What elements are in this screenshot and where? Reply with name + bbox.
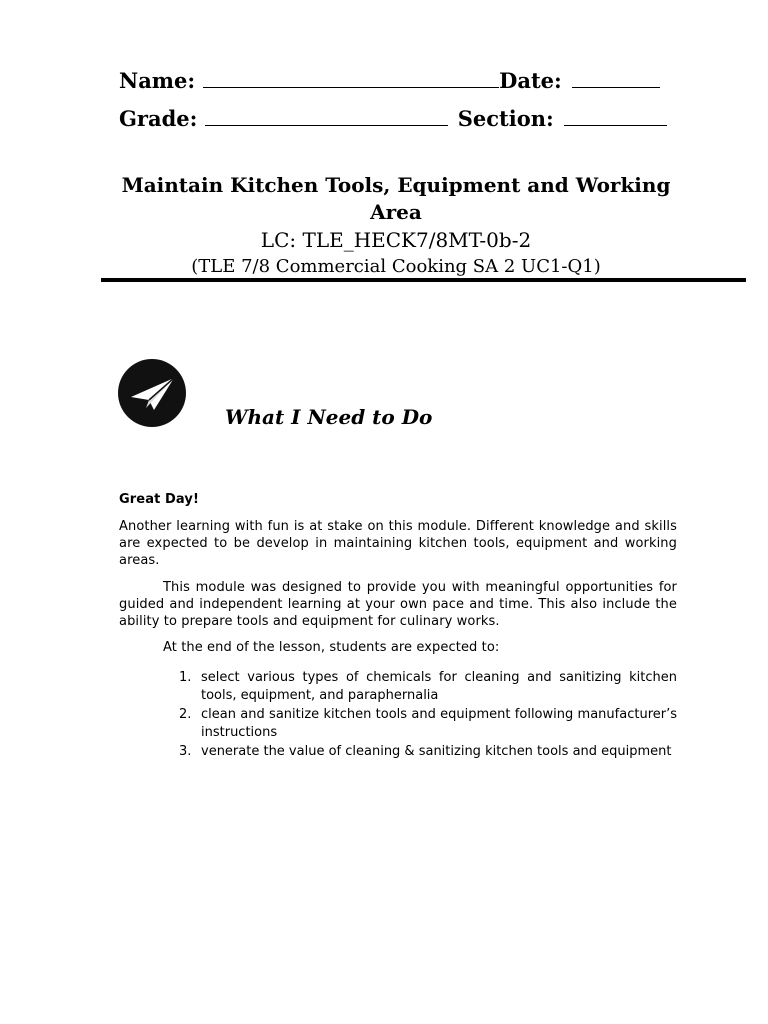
name-field[interactable] [203, 69, 499, 88]
module-code: (TLE 7/8 Commercial Cooking SA 2 UC1-Q1) [191, 256, 601, 277]
title-divider [101, 278, 746, 282]
grade-section-row [119, 106, 667, 131]
name-label: Name: [119, 68, 196, 93]
learning-competency-code: LC: TLE_HECK7/8MT-0b-2 [260, 228, 532, 252]
grade-field[interactable] [205, 107, 447, 126]
list-item: 3. venerate the value of cleaning & sanitizing kitchen tools and equipment [179, 744, 672, 759]
intro-paragraph: Another learning with fun is at stake on this module. Different knowledge and skills are expected to be develop in maintaining kitchen tools, equipment and working areas. [119, 519, 677, 568]
list-item: 2. clean and sanitize kitchen tools and equipment following manufacturer’s instructions [179, 707, 677, 740]
objectives-intro: At the end of the lesson, students are expected to: [163, 640, 500, 655]
date-field[interactable] [572, 69, 660, 88]
name-date-row [119, 68, 667, 93]
paper-plane-icon [118, 359, 186, 427]
section-heading: What I Need to Do [225, 405, 433, 429]
grade-label: Grade: [119, 106, 198, 131]
objectives-list [163, 669, 677, 762]
module-title: Maintain Kitchen Tools, Equipment and Working Area [121, 173, 671, 224]
greeting: Great Day! [119, 492, 199, 507]
section-label: Section: [457, 106, 554, 131]
date-label: Date: [499, 68, 562, 93]
description-paragraph: This module was designed to provide you with meaningful opportunities for guided and independent learning at your own pace and time. This also include the ability to prepare tools and equipment for culinary works. [119, 580, 677, 629]
list-item: 1. select various types of chemicals for cleaning and sanitizing kitchen tools, equipment, and paraphernalia [179, 670, 677, 703]
section-field[interactable] [564, 107, 667, 126]
